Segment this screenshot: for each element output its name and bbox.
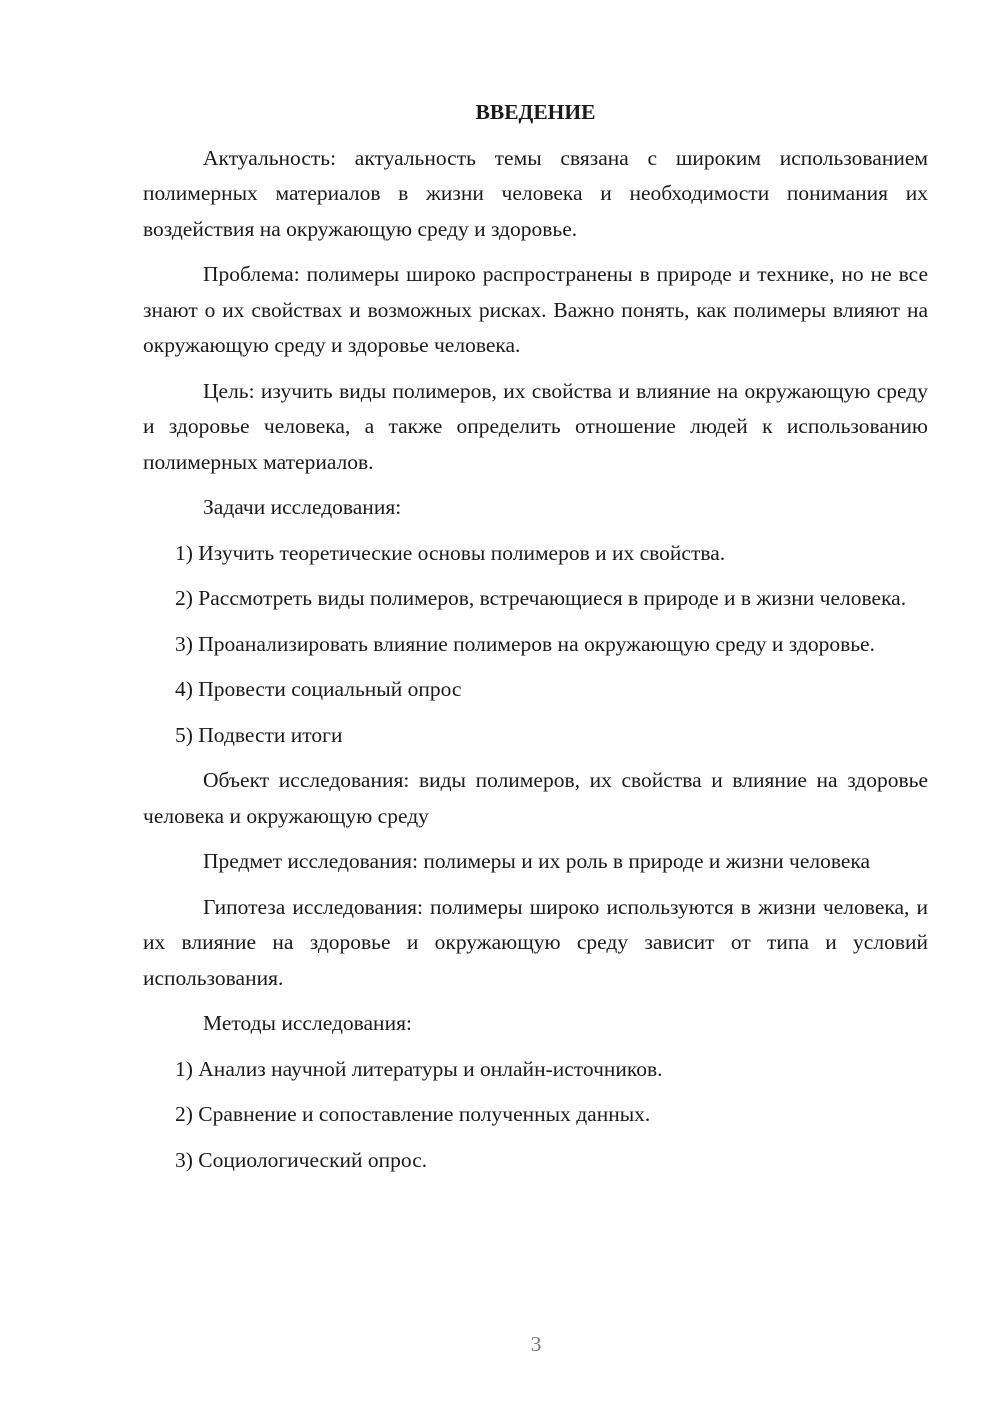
list-item-method-1: 1) Анализ научной литературы и онлайн-источников. bbox=[175, 1056, 663, 1081]
paragraph-object: Объект исследования: виды полимеров, их свойства и влияние на здоровье человека и окружающую среду bbox=[143, 768, 928, 828]
list-item-task-2: 2) Рассмотреть виды полимеров, встречающиеся в природе и в жизни человека. bbox=[175, 586, 907, 610]
list-item-task-4: 4) Провести социальный опрос bbox=[175, 677, 462, 701]
paragraph-tasks-heading: Задачи исследования: bbox=[203, 495, 402, 519]
list-item-method-3: 3) Социологический опрос. bbox=[175, 1147, 428, 1172]
list-item-task-1: 1) Изучить теоретические основы полимеров и их свойства. bbox=[175, 540, 726, 565]
paragraph-hypothesis: Гипотеза исследования: полимеры широко используются в жизни человека, и их влияние на здоровье и окружающую среду зависит от типа и условий использования. bbox=[143, 894, 928, 990]
paragraph-methods-heading: Методы исследования: bbox=[203, 1011, 412, 1035]
list-item-task-3: 3) Проанализировать влияние полимеров на окружающую среду и здоровье. bbox=[175, 631, 875, 656]
paragraph-goal: Цель: изучить виды полимеров, их свойства и влияние на окружающую среду и здоровье человека, а также определить отношение людей к использованию полимерных материалов. bbox=[143, 378, 928, 474]
paragraph-relevance: Актуальность: актуальность темы связана с широким использованием полимерных материалов в жизни человека и необходимости понимания их воздействия на окружающую среду и здоровье. bbox=[143, 145, 928, 241]
section-title: ВВЕДЕНИЕ bbox=[475, 100, 596, 124]
paragraph-subject: Предмет исследования: полимеры и их роль в природе и жизни человека bbox=[203, 849, 871, 873]
list-item-method-2: 2) Сравнение и сопоставление полученных данных. bbox=[175, 1102, 651, 1126]
page-content bbox=[143, 95, 928, 1188]
page-number: 3 bbox=[530, 1332, 542, 1356]
paragraph-problem: Проблема: полимеры широко распространены в природе и технике, но не все знают о их свойствах и возможных рисках. Важно понять, как полимеры влияют на окружающую среду и здоровье человека. bbox=[143, 262, 928, 357]
list-item-task-5: 5) Подвести итоги bbox=[175, 722, 343, 747]
